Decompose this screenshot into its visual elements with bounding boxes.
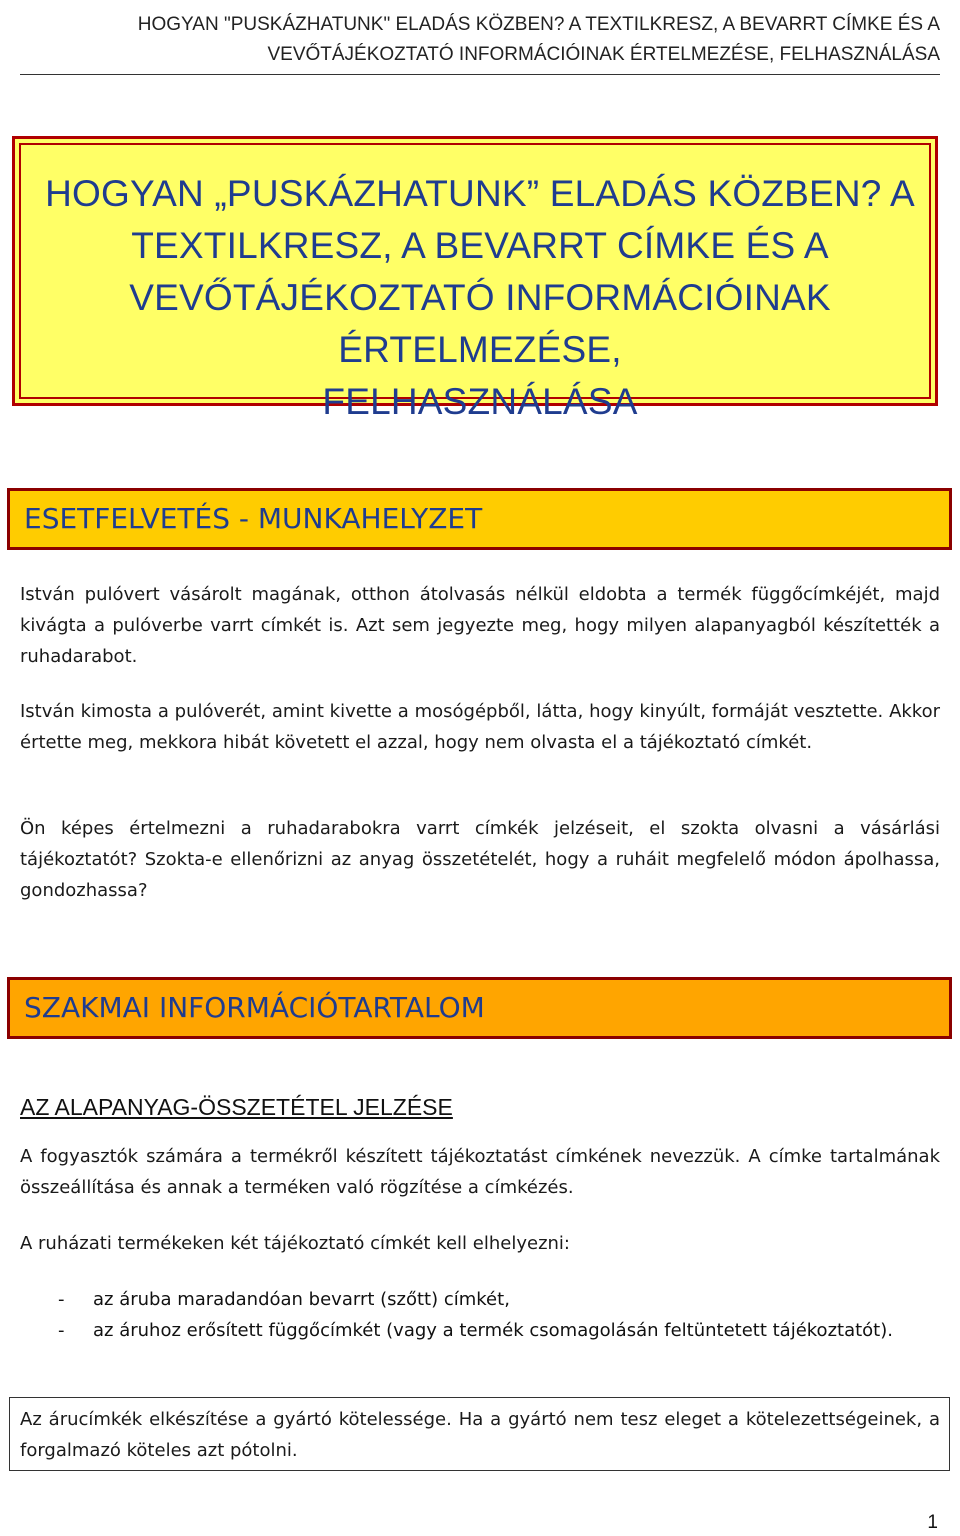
header-divider	[20, 74, 940, 75]
list-item	[20, 1284, 940, 1315]
bullet-dash: -	[58, 1289, 65, 1310]
document-title	[40, 168, 920, 428]
info-paragraph-two-labels: A ruházati termékeken két tájékoztató címkét kell elhelyezni:	[20, 1233, 570, 1254]
title-line: TEXTILKRESZ, A BEVARRT CÍMKE ÉS A	[131, 225, 829, 266]
list-item-text: az áruba maradandóan bevarrt (szőtt) címkét,	[93, 1289, 510, 1310]
title-line: VEVŐTÁJÉKOZTATÓ INFORMÁCIÓINAK ÉRTELMEZÉSE,	[129, 277, 831, 370]
info-paragraph-label-definition: A fogyasztók számára a termékről készített tájékoztatást címkének nevezzük. A címke tartalmának összeállítása és annak a terméken való rögzítése a címkézés.	[20, 1146, 940, 1198]
subheading-material-composition: AZ ALAPANYAG-ÖSSZETÉTEL JELZÉSE	[20, 1094, 453, 1120]
case-paragraph-1: István pulóvert vásárolt magának, otthon átolvasás nélkül eldobta a termék függőcímkéjét, majd kivágta a pulóverbe varrt címkét is. Azt sem jegyezte meg, hogy milyen alapanyagból készítették a ruhadarabot.	[20, 584, 940, 667]
case-paragraph-3: Ön képes értelmezni a ruhadarabokra varrt címkék jelzéseit, el szokta olvasni a vásárlási tájékoztatót? Szokta-e ellenőrizni az anyag összetételét, hogy a ruháit megfelelő módon ápolhassa, gondozhassa?	[20, 818, 940, 901]
running-header-line1: HOGYAN "PUSKÁZHATUNK" ELADÁS KÖZBEN? A TEXTILKRESZ, A BEVARRT CÍMKE ÉS A	[137, 14, 940, 35]
label-types-list	[20, 1284, 940, 1346]
list-item-text: az áruhoz erősített függőcímkét (vagy a termék csomagolásán feltüntetett tájékoztatót).	[93, 1320, 893, 1341]
list-item	[20, 1315, 940, 1346]
title-line: HOGYAN „PUSKÁZHATUNK” ELADÁS KÖZBEN? A	[45, 173, 915, 214]
section-heading-professional-info: SZAKMAI INFORMÁCIÓTARTALOM	[7, 977, 952, 1039]
case-paragraph-2: István kimosta a pulóverét, amint kivette a mosógépből, látta, hogy kinyúlt, formáját vesztette. Akkor értette meg, mekkora hibát követett el azzal, hogy nem olvasta el a tájékoztató címkét.	[20, 701, 940, 753]
title-line: FELHASZNÁLÁSA	[322, 381, 638, 422]
page-number: 1	[927, 1512, 938, 1533]
section-heading-case: ESETFELVETÉS - MUNKAHELYZET	[7, 488, 952, 550]
bullet-dash: -	[58, 1320, 65, 1341]
running-header-line2: VEVŐTÁJÉKOZTATÓ INFORMÁCIÓINAK ÉRTELMEZÉSE, FELHASZNÁLÁSA	[267, 44, 940, 65]
note-text: Az árucímkék elkészítése a gyártó kötelessége. Ha a gyártó nem tesz eleget a kötelezettségeinek, a forgalmazó köteles azt pótolni.	[20, 1409, 940, 1461]
